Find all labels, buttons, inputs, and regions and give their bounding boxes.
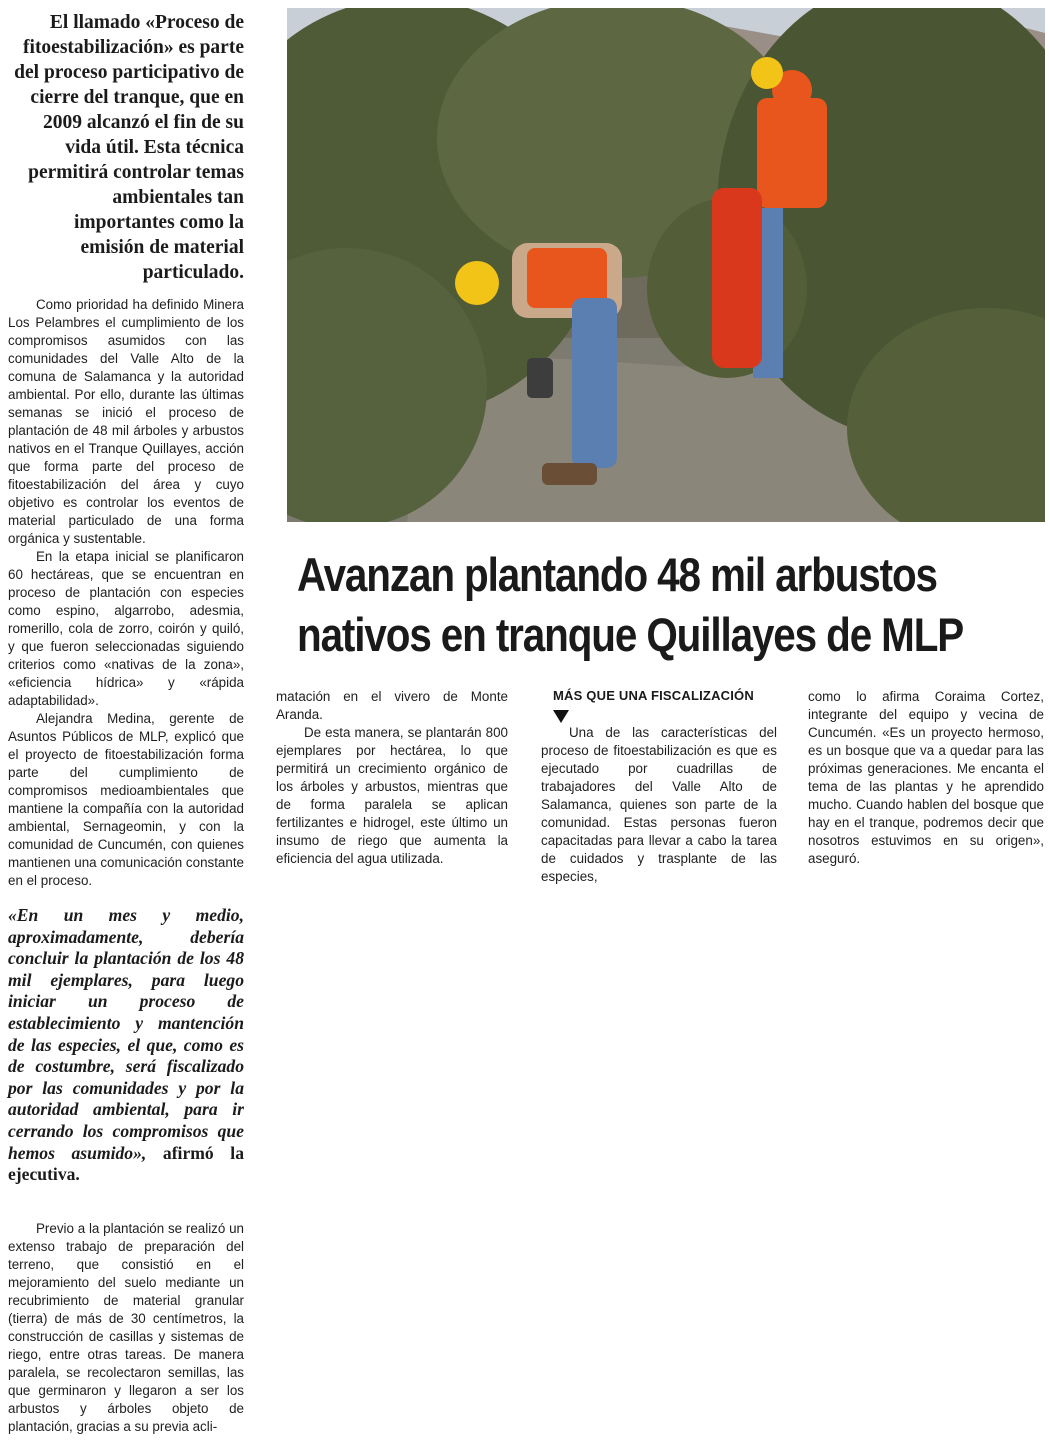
lead-paragraph: El llamado «Proceso de fitoestabilización» es parte del proceso participativo de cierre del tranque, que en 2009 alcanzó el fin de su vida útil. Esta técnica permitirá controlar temas ambientales tan importantes como la emisión de material particulado.	[14, 12, 244, 283]
paragraph: De esta manera, se plantarán 800 ejemplares por hectárea, lo que permitirá un crecimiento orgánico de los árboles y arbustos, mientras que de forma paralela se aplican fertilizantes e hidrogel, este último un insumo de riego que aumenta la eficiencia del agua utilizada.	[276, 725, 508, 866]
column-1-continued	[8, 1220, 244, 1436]
paragraph: Como prioridad ha definido Minera Los Pelambres el cumplimiento de los compromisos asumidos con las comunidades del Valle Alto de la comuna de Salamanca y la autoridad ambiental. Por ello, durante las últimas semanas se inició el proceso de plantación de 48 mil árboles y arbustos nativos en el Tranque Quillayes, acción que forma parte del proceso de fitoestabilización del área y cuyo objetivo es controlar los eventos de material particulado de una forma orgánica y sustentable.	[8, 297, 244, 546]
triangle-down-icon	[553, 710, 569, 723]
paragraph: como lo afirma Coraima Cortez, integrante del equipo y vecina de Cuncumén. «Es un proyecto hermoso, es un bosque que va a quedar para las próximas generaciones. Me encanta el tema de las plantas y he aprendido mucho. Cuando hablen del bosque que hay en el tranque, podremos decir que nosotros estuvimos en su origen», aseguró.	[808, 689, 1044, 866]
headline-line-2: nativos en tranque Quillayes de MLP	[297, 608, 964, 661]
paragraph: En la etapa inicial se planificaron 60 hectáreas, que se encuentran en proceso de plantación con especies como espino, algarrobo, adesmia, romerillo, cola de zorro, coirón y quiló, y que fueron seleccionadas siguiendo criterios como «nativas de la zona», «eficiencia hídrica» y «rápida adaptabilidad».	[8, 549, 244, 708]
pull-quote	[8, 905, 244, 1186]
column-1	[8, 296, 244, 890]
column-3	[541, 724, 777, 886]
paragraph: Alejandra Medina, gerente de Asuntos Públicos de MLP, explicó que el proyecto de fitoestabilización forma parte del cumplimiento de compromisos medioambientales que mantiene la compañía con la autoridad ambiental, Sernageomin, y con la comunidad de Cuncumén, con quienes mantienen una comunicación constante en el proceso.	[8, 711, 244, 888]
article-photo	[287, 8, 1045, 522]
section-subhead: MÁS QUE UNA FISCALIZACIÓN	[553, 688, 754, 703]
column-4	[808, 688, 1044, 868]
headline	[297, 545, 964, 665]
headline-line-1: Avanzan plantando 48 mil arbustos	[297, 548, 937, 601]
quote-attribution: afirmó la ejecutiva.	[8, 1142, 244, 1185]
paragraph: Previo a la plantación se realizó un extenso trabajo de preparación del terreno, que consistió en el mejoramiento del suelo mediante un recubrimiento de material granular (tierra) de más de 30 centímetros, la construcción de casillas y sistemas de riego, entre otras tareas. De manera paralela, se recolectaron semillas, las que germinaron y llegaron a ser los arbustos y árboles objeto de plantación, gracias a su previa acli-	[8, 1221, 244, 1434]
paragraph: Una de las características del proceso de fitoestabilización es que es ejecutado por cuadrillas de trabajadores del Valle Alto de Salamanca, quienes son parte de la comunidad. Estas personas fueron capacitadas para llevar a cabo la tarea de cuidados y trasplante de las especies,	[541, 725, 777, 884]
quote-text: «En un mes y medio, aproximadamente, debería concluir la plantación de los 48 mil ejemplares, para luego iniciar un proceso de establecimiento y mantención de las especies, el que, como es de costumbre, será fiscalizado por las comunidades y por la autoridad ambiental, para ir cerrando los compromisos que hemos asumido»,	[8, 905, 244, 1163]
paragraph: matación en el vivero de Monte Aranda.	[276, 689, 508, 722]
workers-planting-illustration	[287, 8, 1045, 522]
column-2	[276, 688, 508, 868]
